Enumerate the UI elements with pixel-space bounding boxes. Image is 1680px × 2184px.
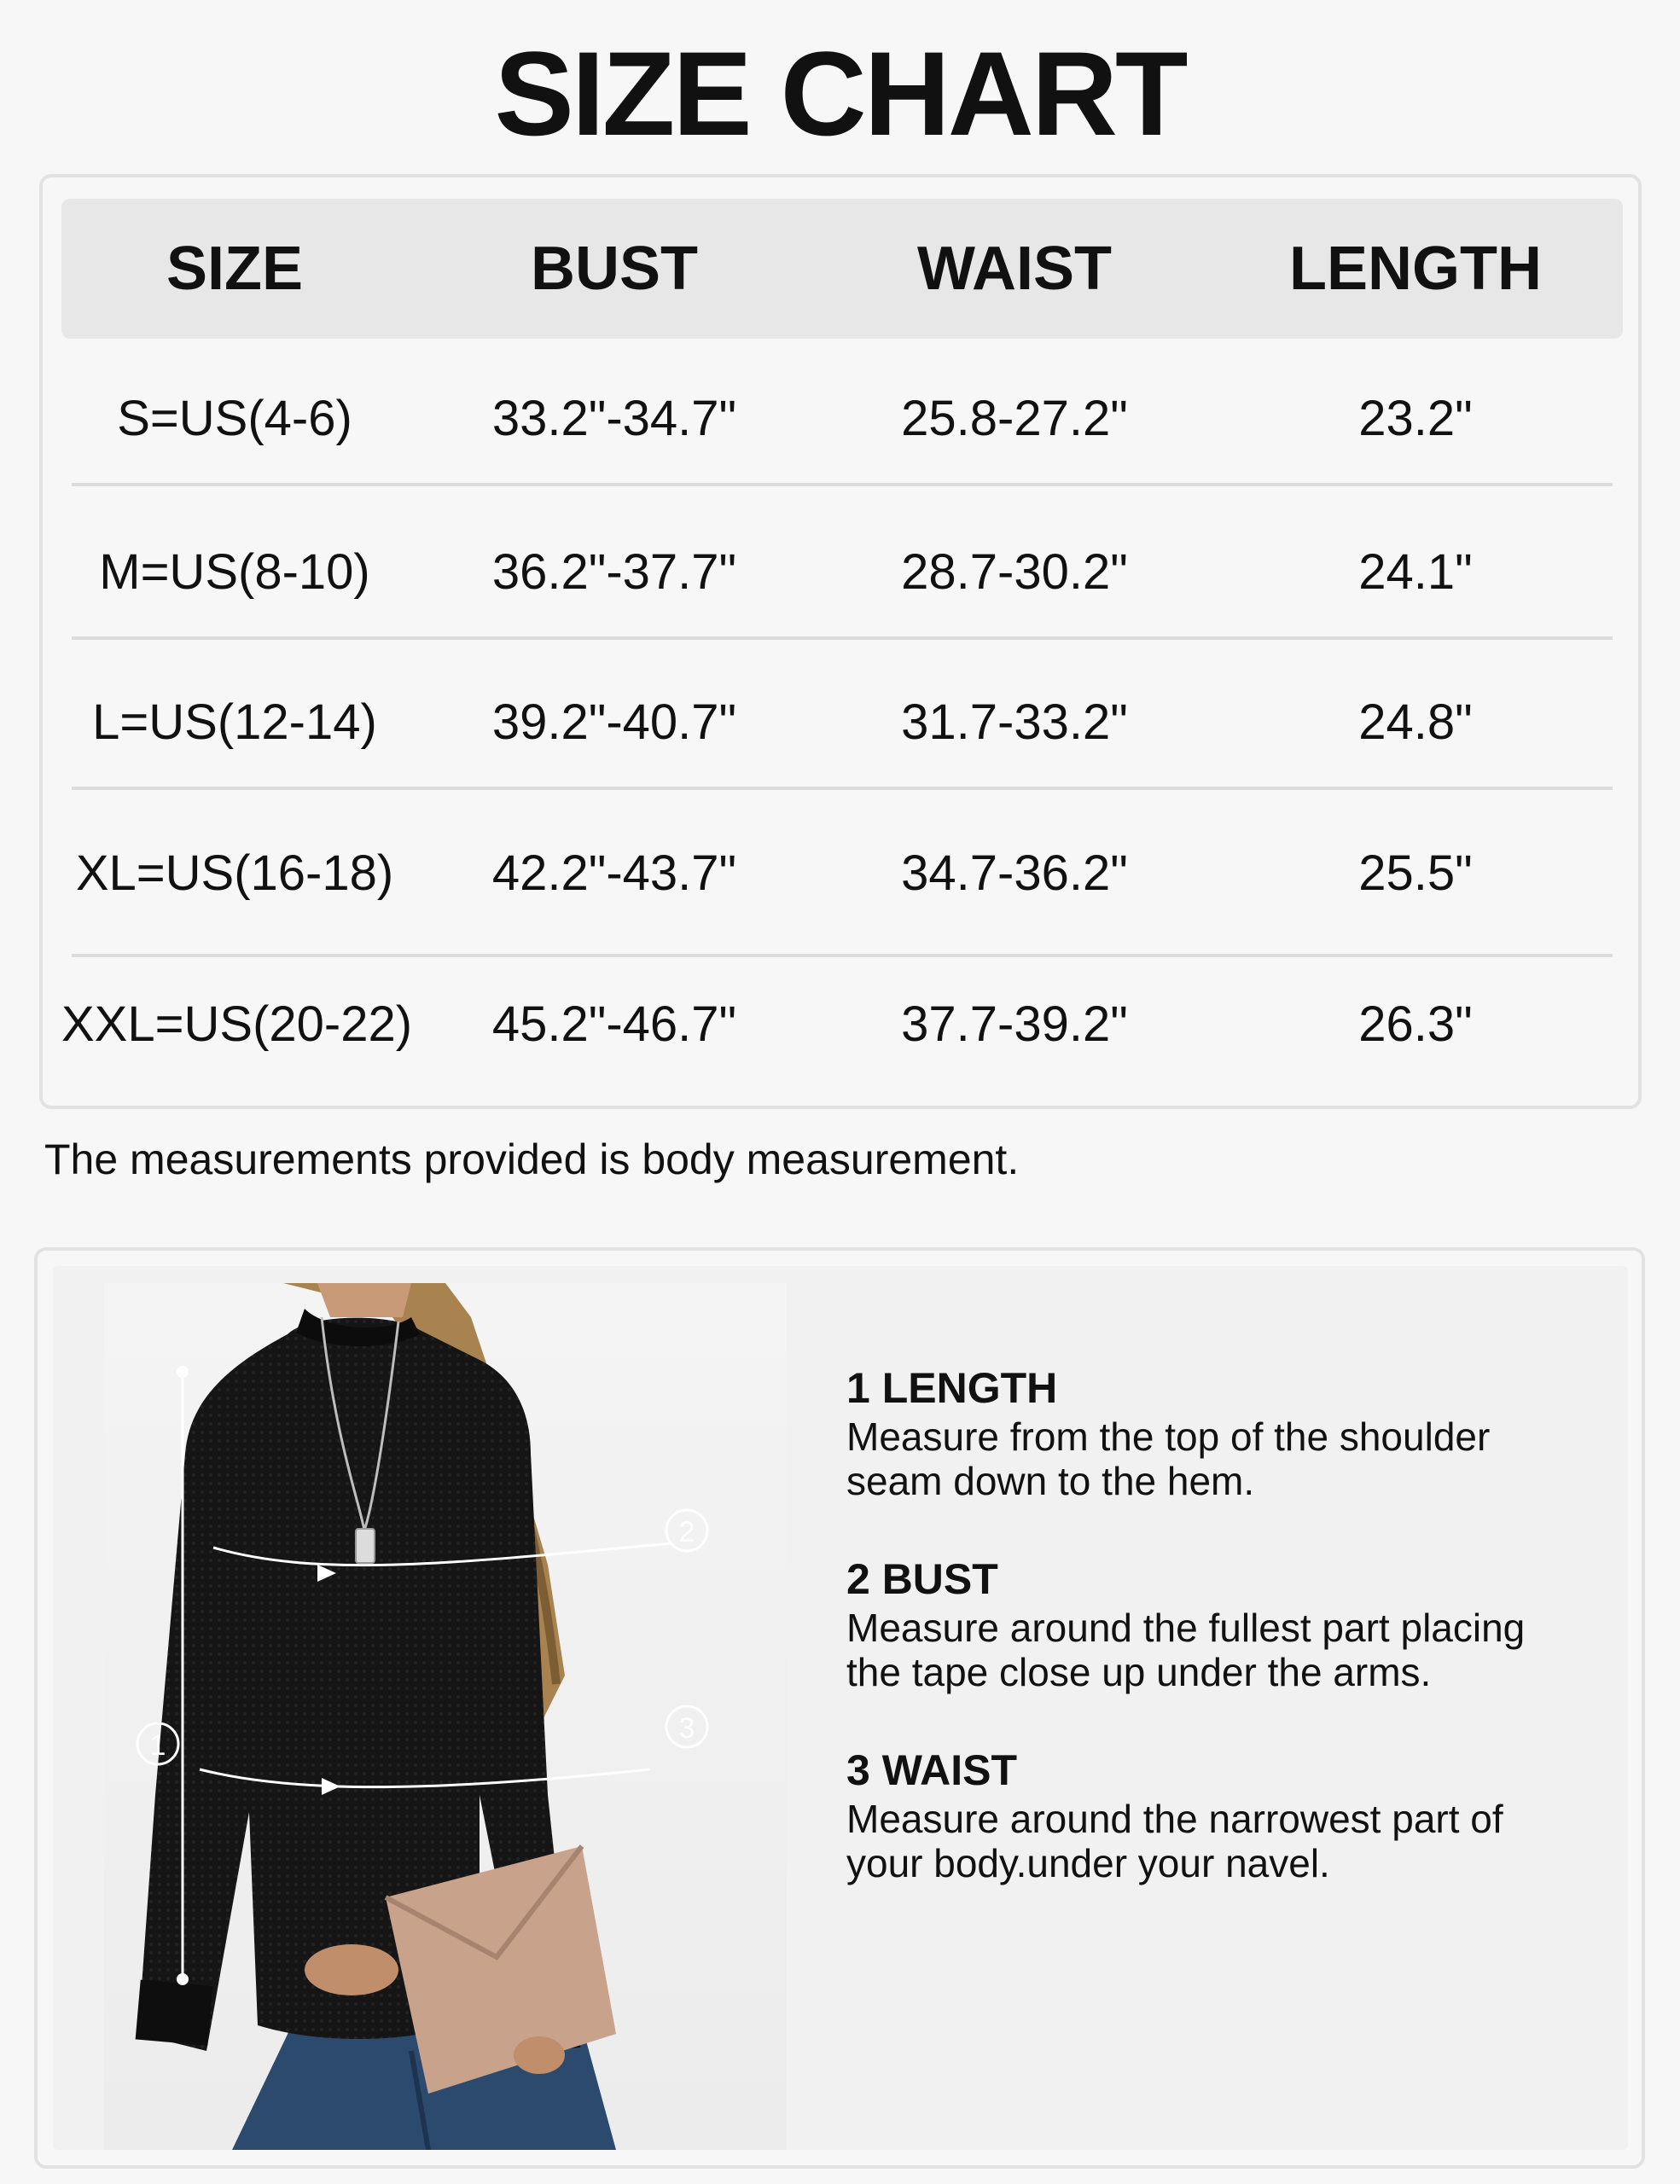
cell-bust: 33.2"-34.7" [491, 391, 737, 446]
table-row [61, 344, 1623, 494]
cell-size: S=US(4-6) [117, 391, 352, 446]
table-row [61, 799, 1623, 949]
hand [305, 1944, 398, 1995]
instruction-title: 3 WAIST [846, 1746, 1018, 1794]
size-table [39, 174, 1642, 1109]
marker-bust-label: 2 [678, 1516, 695, 1548]
row-divider [72, 483, 1613, 486]
cell-size: L=US(12-14) [92, 694, 377, 750]
cell-bust: 36.2"-37.7" [491, 544, 737, 600]
marker-waist-label: 3 [678, 1712, 695, 1745]
cell-size: M=US(8-10) [99, 544, 370, 600]
guide-panel [53, 1266, 1628, 2150]
cell-waist: 34.7-36.2" [901, 845, 1128, 901]
header-size: SIZE [166, 235, 304, 303]
instruction-text: Measure around the fullest part placing the tape close up under the arms. [846, 1606, 1526, 1694]
instruction-length [846, 1362, 1614, 1503]
cell-length: 24.8" [1358, 694, 1473, 750]
measurement-guide [34, 1247, 1645, 2169]
table-header [61, 199, 1623, 339]
model-photo [104, 1283, 787, 2150]
cell-bust: 42.2"-43.7" [491, 845, 737, 901]
header-length: LENGTH [1289, 235, 1542, 303]
instruction-text: Measure around the narrowest part of your body.under your navel. [846, 1797, 1503, 1885]
header-waist: WAIST [917, 235, 1112, 303]
cell-waist: 37.7-39.2" [901, 996, 1128, 1052]
table-row [61, 497, 1623, 648]
instruction-text: Measure from the top of the shoulder seam down to the hem. [846, 1414, 1491, 1503]
cell-length: 26.3" [1358, 996, 1473, 1052]
cell-length: 25.5" [1358, 845, 1473, 901]
cell-bust: 39.2"-40.7" [491, 694, 737, 750]
instruction-waist [846, 1744, 1614, 1885]
row-divider [72, 787, 1613, 790]
instruction-title: 2 BUST [846, 1555, 998, 1603]
cell-length: 23.2" [1358, 391, 1473, 446]
instruction-bust [846, 1553, 1614, 1694]
cell-bust: 45.2"-46.7" [491, 996, 737, 1052]
instruction-title: 1 LENGTH [846, 1364, 1058, 1412]
cell-waist: 31.7-33.2" [901, 694, 1128, 750]
cell-waist: 28.7-30.2" [901, 544, 1128, 600]
neck [317, 1283, 411, 1317]
cell-size: XL=US(16-18) [75, 845, 394, 901]
page-title: SIZE CHART [494, 26, 1186, 160]
cell-length: 24.1" [1358, 544, 1473, 600]
row-divider [72, 636, 1613, 640]
measurement-note: The measurements provided is body measurement. [44, 1136, 1020, 1183]
table-row [61, 648, 1623, 798]
header-bust: BUST [531, 235, 698, 303]
cell-waist: 25.8-27.2" [901, 391, 1128, 446]
table-row [61, 950, 1623, 1100]
marker-length-label: 1 [149, 1729, 166, 1762]
cell-size: XXL=US(20-22) [61, 996, 413, 1052]
